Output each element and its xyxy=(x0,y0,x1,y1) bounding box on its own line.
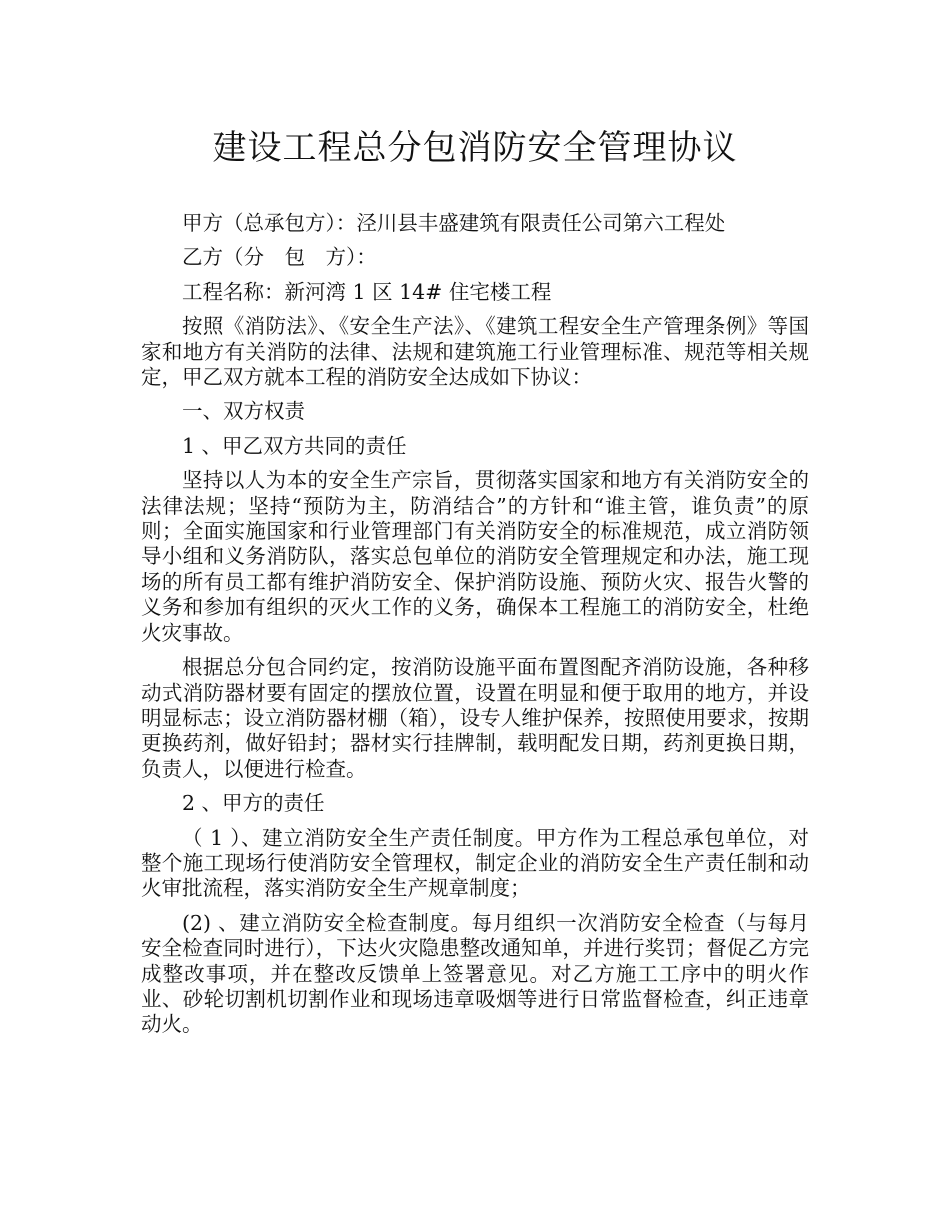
subsection-heading-joint: 1 、甲乙双方共同的责任 xyxy=(182,433,407,458)
subsection-heading-party-a: 2 、甲方的责任 xyxy=(182,791,325,816)
party-a-item-1: （ 1 ）、建立消防安全生产责任制度。甲方作为工程总承包单位，对整个施工现场行使消防安全管理权，制定企业的消防安全生产责任制和动火审批流程，落实消防安全生产规章制度； xyxy=(141,825,809,901)
project-name-line: 工程名称：新河湾 1 区 14# 住宅楼工程 xyxy=(182,279,552,304)
document-body xyxy=(141,211,809,1047)
section-heading-rights: 一、双方权责 xyxy=(182,399,305,424)
fire-equipment-paragraph: 根据总分包合同约定，按消防设施平面布置图配齐消防设施，各种移动式消防器材要有固定的摆放位置，设置在明显和便于取用的地方，并设明显标志；设立消防器材棚（箱），设专人维护保养，按照使用要求，按期更换药剂，做好铅封；器材实行挂牌制，载明配发日期，药剂更换日期，负责人，以便进行检查。 xyxy=(141,655,809,781)
preamble-paragraph: 按照《消防法》、《安全生产法》、《建筑工程安全生产管理条例》等国家和地方有关消防的法律、法规和建筑施工行业管理标准、规范等相关规定，甲乙双方就本工程的消防安全达成如下协议： xyxy=(141,314,809,390)
party-a-line: 甲方（总承包方）：泾川县丰盛建筑有限责任公司第六工程处 xyxy=(182,211,726,235)
party-b-line: 乙方（分 包 方）： xyxy=(182,245,377,270)
party-a-item-2: (2) 、建立消防安全检查制度。每月组织一次消防安全检查（与每月安全检查同时进行），下达火灾隐患整改通知单，并进行奖罚；督促乙方完成整改事项，并在整改反馈单上签署意见。对乙方施工工序中的明火作业、砂轮切割机切割作业和现场违章吸烟等进行日常监督检查，纠正违章动火。 xyxy=(141,910,809,1037)
document-title: 建设工程总分包消防安全管理协议 xyxy=(212,128,738,168)
joint-responsibility-paragraph: 坚持以人为本的安全生产宗旨，贯彻落实国家和地方有关消防安全的法律法规；坚持“预防为主，防消结合”的方针和“谁主管，谁负责”的原则；全面实施国家和行业管理部门有关消防安全的标准规范，成立消防领导小组和义务消防队，落实总包单位的消防安全管理规定和办法，施工现场的所有员工都有维护消防安全、保护消防设施、预防火灾、报告火警的义务和参加有组织的灭火工作的义务，确保本工程施工的消防安全，杜绝火灾事故。 xyxy=(141,468,809,645)
